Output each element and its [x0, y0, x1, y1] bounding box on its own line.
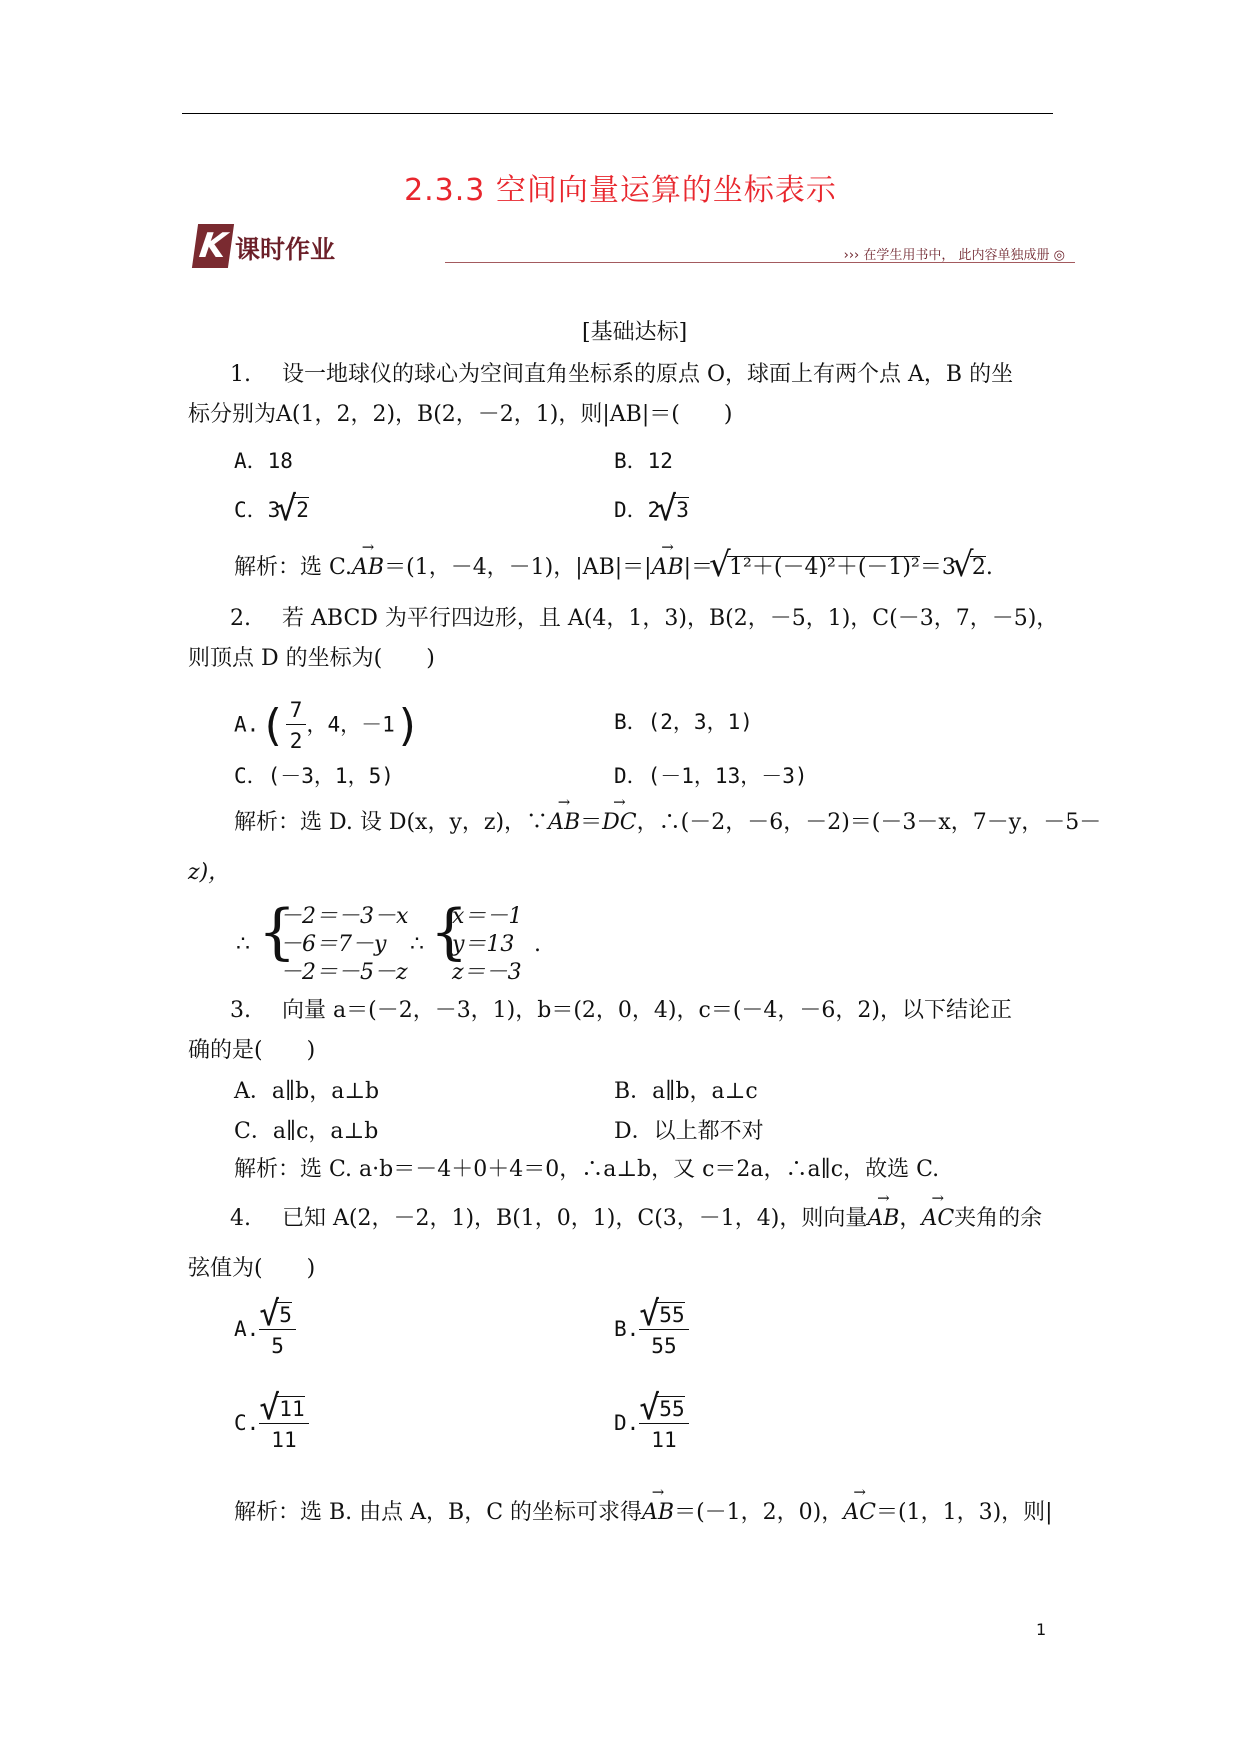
q1-sol-period: . — [985, 555, 993, 580]
q4-option-c-denominator: 11 — [271, 1428, 297, 1452]
q1-option-c-sqrt — [280, 497, 309, 522]
q4-line1-prefix: 已知 A(2，－2，1)，B(1，0，1)，C(3，－1，4)，则向量 — [282, 1206, 868, 1231]
q1-option-c — [234, 494, 309, 524]
q1-sol-prefix: 解析：选 C. — [234, 555, 353, 580]
q4-option-d-fraction — [639, 1396, 688, 1452]
banner-label: 课时作业 — [235, 235, 336, 264]
q2-sol-rest: ，∴(－2，－6，－2)＝(－3－x，7－y，－5－ — [636, 810, 1102, 835]
q1-sol-result-sqrt — [956, 556, 986, 579]
q2-sol-vector-dc: → DC — [602, 812, 636, 834]
q4-sol-mid: ＝(－1，2，0)， — [674, 1500, 844, 1525]
q4-comma: ， — [899, 1206, 922, 1231]
q4-option-c-label: C. — [234, 1411, 260, 1435]
q2-option-a-numerator: 7 — [286, 698, 307, 725]
q3-option-c: C．a∥c，a⊥b — [234, 1119, 379, 1144]
page-title: 2.3.3 空间向量运算的坐标表示 — [404, 173, 837, 208]
q4-number: 4. — [230, 1206, 251, 1231]
q1-sol-vector-ab: → AB — [352, 557, 384, 579]
q4-line1-end: 夹角的余 — [954, 1206, 1043, 1231]
q1-option-d-sqrt — [660, 497, 689, 522]
q1-sol-mid: ＝(1，－4，－1)，|AB|＝| — [384, 555, 652, 580]
q2-system2-eq2: y＝13 — [452, 932, 515, 957]
q3-line2: 确的是( ) — [188, 1038, 316, 1063]
section-heading: [基础达标] — [582, 320, 688, 345]
q4-option-b-denominator: 55 — [651, 1334, 677, 1358]
q4-solution — [234, 1502, 1053, 1524]
q3-solution: 解析：选 C. a·b＝－4＋0＋4＝0，∴a⊥b，又 c＝2a，∴a∥c，故选 C. — [234, 1157, 940, 1182]
q2-sol-vector-ab: → AB — [548, 812, 580, 834]
q4-line1 — [282, 1208, 1042, 1230]
q2-line1: 若 ABCD 为平行四边形，且 A(4，1，3)，B(2，－5，1)，C(－3，7，－5)， — [282, 606, 1059, 631]
q3-option-d: D．以上都不对 — [614, 1119, 764, 1144]
q3-option-b: B．a∥b，a⊥c — [614, 1079, 758, 1104]
q4-option-b-label: B. — [614, 1317, 640, 1341]
q4-option-c — [234, 1396, 309, 1452]
q4-sol-vector-ab: → AB — [642, 1502, 674, 1524]
q4-vector-ac: → AC — [921, 1208, 954, 1230]
q4-option-a-numerator: 5 — [279, 1303, 292, 1327]
homework-banner — [195, 224, 1075, 268]
q2-therefore-2: ∴ — [410, 932, 424, 957]
q4-option-a-fraction — [259, 1302, 296, 1358]
q3-option-a: A．a∥b，a⊥b — [234, 1079, 380, 1104]
q4-sol-prefix: 解析：选 B. 由点 A，B，C 的坐标可求得 — [234, 1500, 643, 1525]
q1-option-a: A．18 — [234, 449, 293, 473]
q1-option-c-radicand: 2 — [296, 498, 309, 522]
q1-sol-result-radicand: 2 — [971, 555, 986, 580]
q1-line1: 设一地球仪的球心为空间直角坐标系的原点 O，球面上有两个点 A，B 的坐 — [282, 362, 1014, 387]
q4-option-c-fraction — [259, 1396, 308, 1452]
q4-option-a — [234, 1302, 296, 1358]
q1-solution — [234, 556, 993, 579]
q2-brace-left-1: { — [258, 897, 297, 967]
q1-sol-radicand: 1²＋(－4)²＋(－1)² — [729, 555, 920, 580]
q2-option-c: C．(－3，1，5) — [234, 764, 394, 788]
q4-line2: 弦值为( ) — [188, 1256, 316, 1281]
q2-option-a: A.( $\frac{7}{2}$ ，4，－1) — [234, 698, 422, 753]
q1-option-d-radicand: 3 — [676, 498, 689, 522]
q1-number: 1. — [230, 362, 251, 387]
q2-option-d: D．(－1，13，－3) — [614, 764, 808, 788]
q3-number: 3. — [230, 998, 251, 1023]
q4-option-a-denominator: 5 — [271, 1334, 284, 1358]
q4-option-d — [614, 1396, 689, 1452]
q2-system1-eq2: －6＝7－y — [280, 932, 387, 957]
q1-option-d-coef: D．2 — [614, 498, 661, 522]
q2-option-a-denominator: 2 — [289, 729, 303, 753]
q4-sol-end: ＝(1，1，3)，则| — [876, 1500, 1053, 1525]
q2-system2-eq1: x＝－1 — [452, 904, 523, 929]
q2-option-b: B．(2，3，1) — [614, 710, 753, 734]
q2-therefore-1: ∴ — [236, 932, 250, 957]
q4-vector-ab: → AB — [867, 1208, 899, 1230]
q4-option-c-numerator: 11 — [279, 1397, 305, 1421]
q2-number: 2. — [230, 606, 251, 631]
q2-sol-equals: ＝ — [580, 810, 603, 835]
q1-line2: 标分别为A(1，2，2)，B(2，－2，1)，则|AB|＝( ) — [188, 402, 733, 427]
header-rule — [182, 113, 1053, 114]
q4-option-d-label: D. — [614, 1411, 640, 1435]
q1-option-b: B．12 — [614, 449, 673, 473]
q4-option-b-fraction — [639, 1302, 688, 1358]
q2-solution-line1 — [234, 812, 1101, 834]
q3-line1: 向量 a＝(－2，－3，1)，b＝(2，0，4)，c＝(－4，－6，2)，以下结论正 — [282, 998, 1012, 1023]
q2-system1-eq1: －2＝－3－x — [280, 904, 409, 929]
q2-option-a-rest: ，4，－1 — [306, 712, 395, 737]
k-logo-icon: K — [192, 224, 234, 268]
q2-solution-line2: z)， — [188, 860, 231, 885]
q4-sol-vector-ac: → AC — [843, 1502, 876, 1524]
q1-sol-sqrt — [713, 556, 920, 579]
q4-option-b — [614, 1302, 689, 1358]
q1-sol-mid2: |＝ — [683, 555, 714, 580]
q2-option-a-fraction — [286, 698, 307, 753]
q2-line2: 则顶点 D 的坐标为( ) — [188, 646, 435, 671]
q2-sol-prefix: 解析：选 D. 设 D(x，y，z)，∵ — [234, 810, 549, 835]
page-number: 1 — [1036, 1620, 1047, 1639]
q4-option-b-numerator: 55 — [659, 1303, 685, 1327]
banner-note: ››› 在学生用书中， 此内容单独成册 ◎ — [843, 248, 1065, 263]
q1-sol-vector-ab-2: → AB — [652, 557, 684, 579]
q4-option-a-label: A. — [234, 1317, 260, 1341]
q2-system-period: . — [534, 932, 541, 957]
q1-option-d — [614, 494, 689, 524]
q2-option-a-label: A. — [234, 712, 260, 737]
q2-system1-eq3: －2＝－5－z — [280, 960, 408, 985]
q1-option-c-coef: C．3 — [234, 498, 281, 522]
q2-system2-eq3: z＝－3 — [452, 960, 522, 985]
q2-brace-left-2: { — [430, 897, 469, 967]
q4-option-d-denominator: 11 — [651, 1428, 677, 1452]
q4-option-d-numerator: 55 — [659, 1397, 685, 1421]
q1-sol-result-coef: ＝3 — [919, 555, 956, 580]
